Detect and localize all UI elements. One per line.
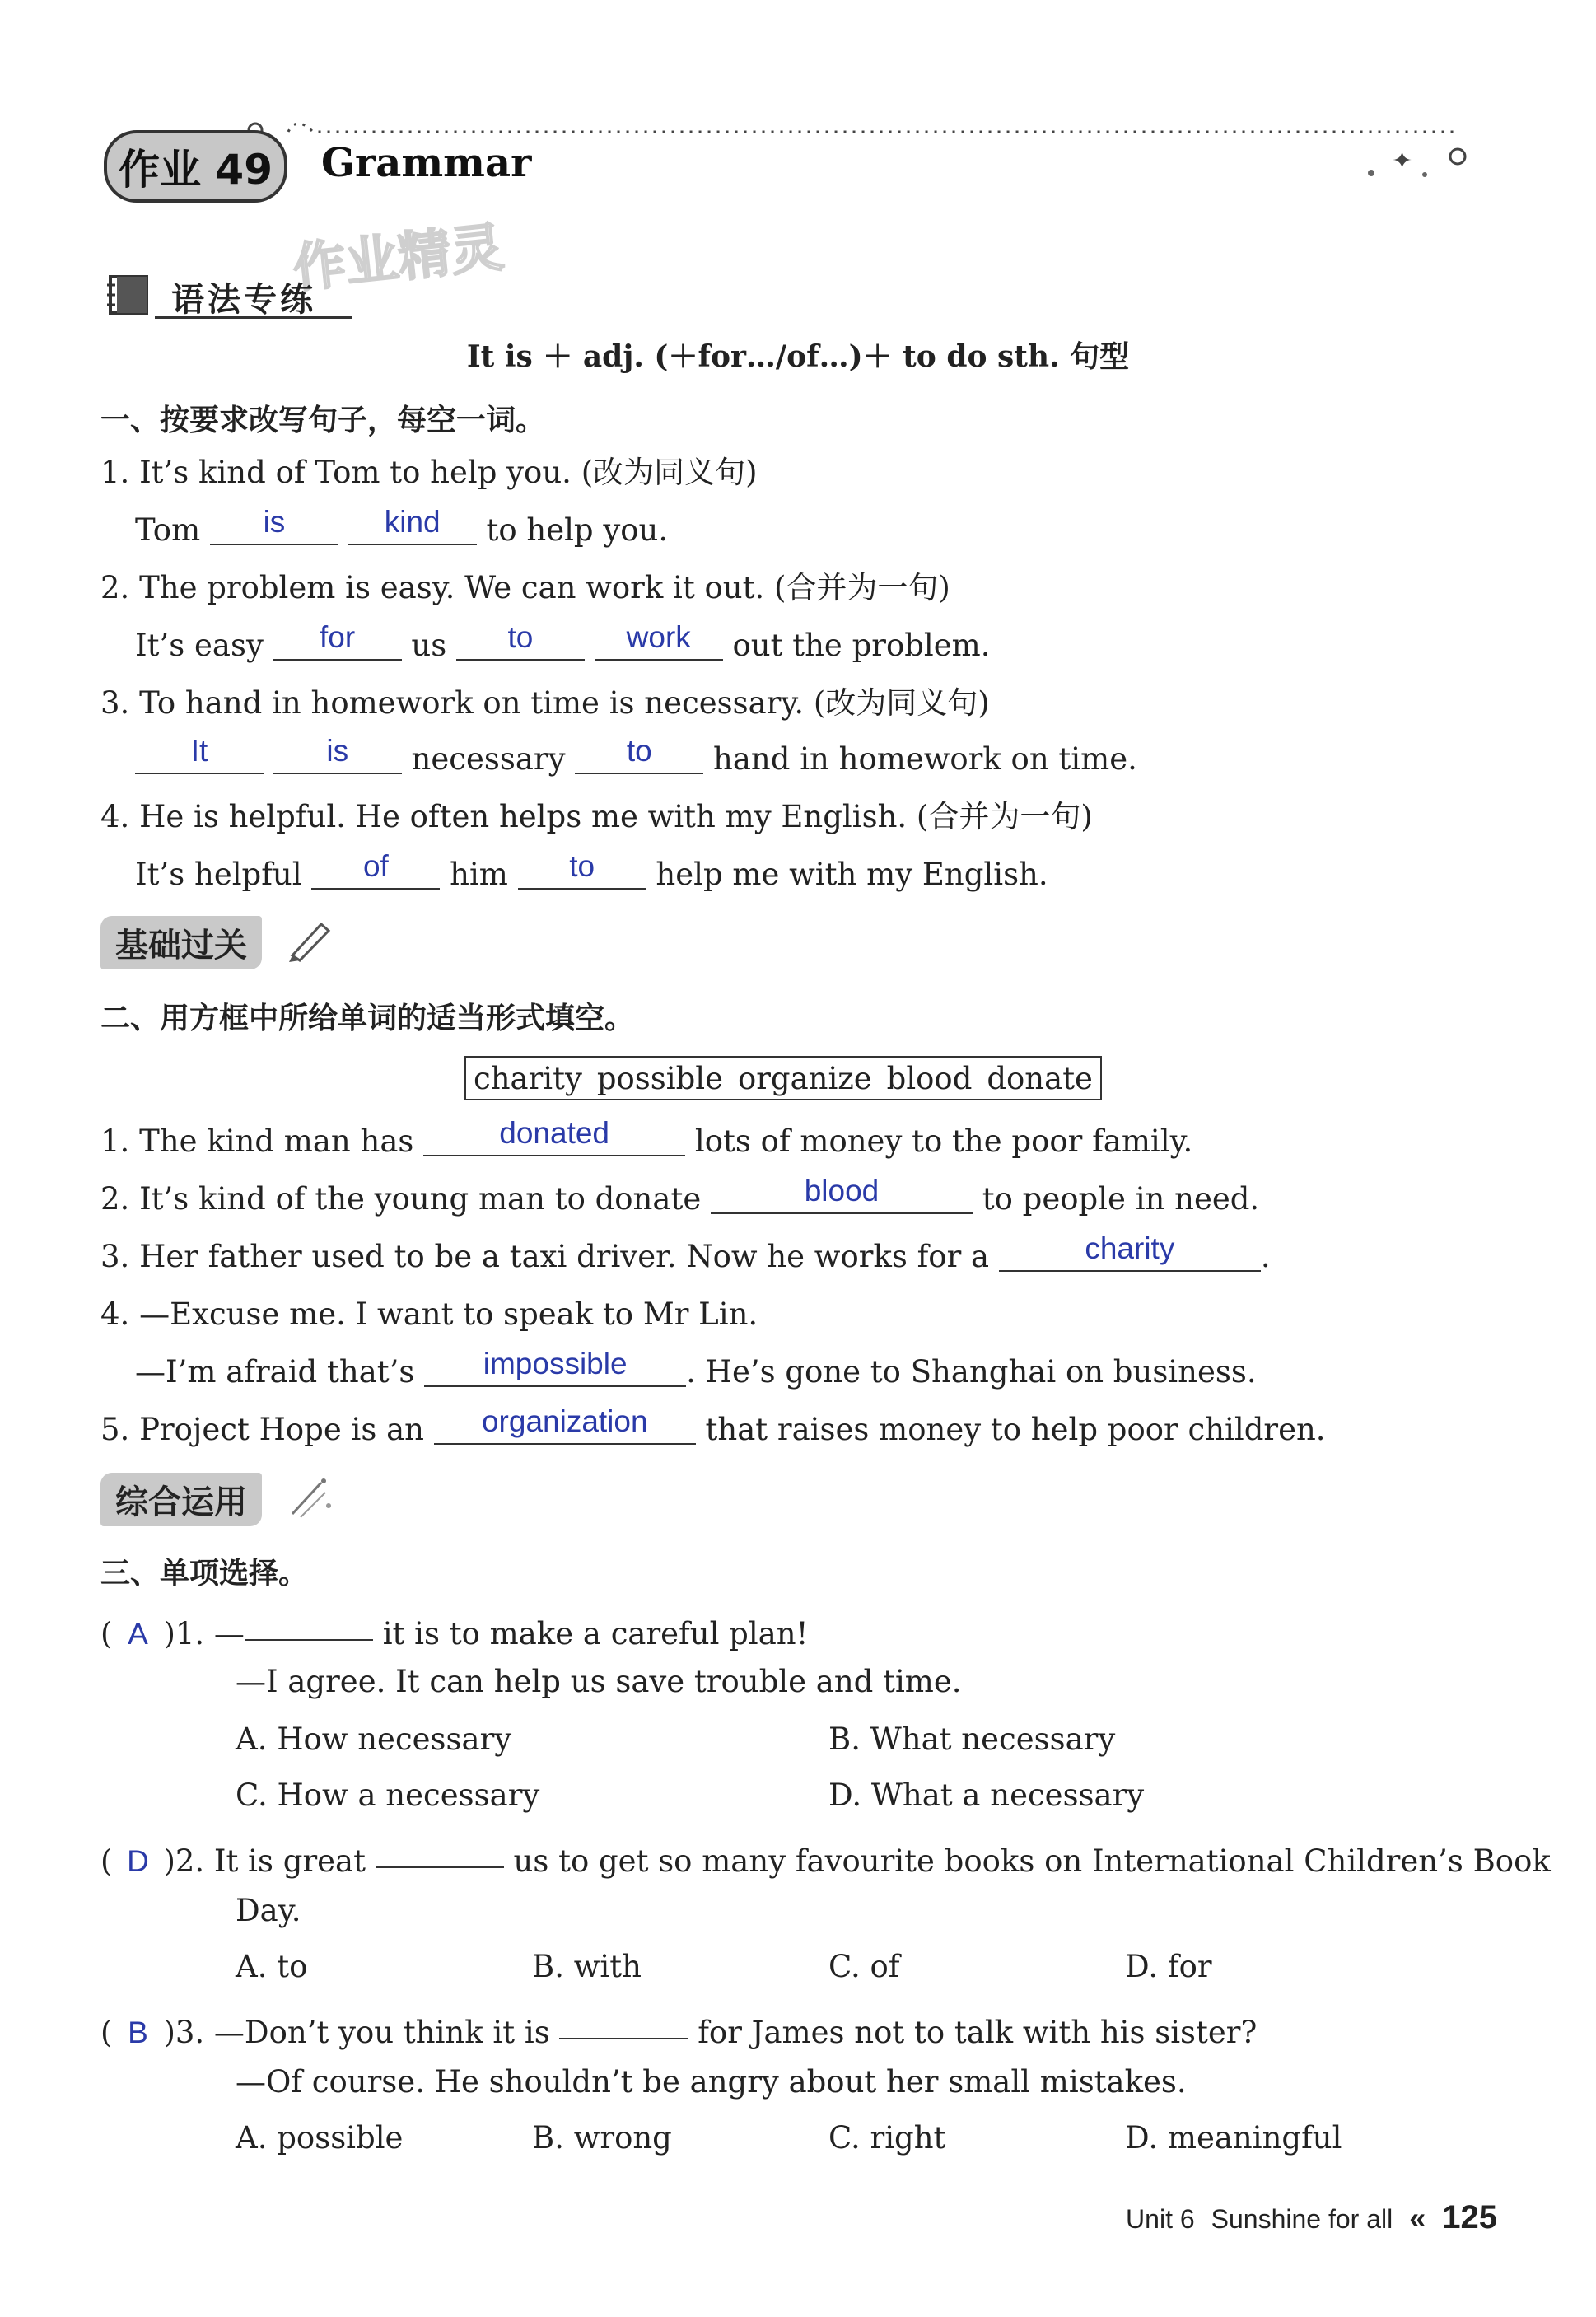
- pencil-icon: [284, 914, 334, 964]
- p3-q3-line1: ( B )3. —Don’t you think it is for James not to talk with his sister?: [100, 2005, 1257, 2053]
- p3-q2-option[interactable]: A. to: [236, 1949, 308, 1984]
- p3-q1-option[interactable]: C. How a necessary: [236, 1777, 540, 1813]
- answer: for: [320, 620, 356, 654]
- section-basic-tag: [100, 916, 262, 969]
- answer: donated: [499, 1116, 610, 1150]
- svg-text:✦: ✦: [1392, 147, 1413, 175]
- p3-q1-line2: —I agree. It can help us save trouble and time.: [236, 1664, 962, 1699]
- p3-q1-line1: ( A )1. — it is to make a careful plan!: [100, 1606, 808, 1654]
- homework-badge-label: 作业 49: [119, 146, 273, 194]
- word-box-item: donate: [987, 1060, 1093, 1096]
- p3-q2-option[interactable]: D. for: [1125, 1949, 1212, 1984]
- answer: to: [626, 734, 652, 768]
- sparkle-icon: [284, 1473, 334, 1522]
- section-underline: [155, 316, 352, 319]
- p2-q1: 1. The kind man has donated lots of money to the poor family.: [100, 1116, 1193, 1159]
- p1-q4-answer-line: It’s helpful of him to help me with my English.: [135, 849, 1048, 892]
- p2-q5: 5. Project Hope is an organization that raises money to help poor children.: [100, 1404, 1326, 1447]
- p2-q2: 2. It’s kind of the young man to donate blood to people in need.: [100, 1174, 1260, 1217]
- section-comp-label: 综合运用: [115, 1483, 247, 1521]
- blank[interactable]: [575, 736, 703, 774]
- p3-q2-option[interactable]: C. of: [828, 1949, 900, 1984]
- p3-q3-option[interactable]: B. wrong: [532, 2120, 672, 2156]
- p3-q2-line1: ( D )2. It is great us to get so many favourite books on International Children’s Book: [100, 1834, 1551, 1881]
- grammar-pattern: It is ＋ adj. (＋for…/of…)＋ to do sth. 句型: [466, 339, 1130, 374]
- watermark: 作业精灵: [290, 217, 506, 301]
- p3-q3-line2: —Of course. He shouldn’t be angry about her small mistakes.: [236, 2064, 1187, 2100]
- blank[interactable]: [210, 507, 338, 545]
- p2-q4-answer-line: —I’m afraid that’s impossible . He’s gone to Shanghai on business.: [135, 1347, 1257, 1390]
- blank[interactable]: [434, 1404, 696, 1445]
- part2-title: 二、用方框中所给单词的适当形式填空。: [100, 1002, 635, 1035]
- choice-answer[interactable]: A: [128, 1617, 148, 1651]
- blank[interactable]: [376, 1830, 504, 1868]
- blank[interactable]: [245, 1603, 373, 1641]
- p1-q3-prompt: 3. To hand in homework on time is necessary. (改为同义句): [100, 685, 990, 721]
- footer-unit-title: Sunshine for all: [1211, 2204, 1393, 2234]
- blank[interactable]: [559, 2002, 688, 2039]
- p3-q3-option[interactable]: C. right: [828, 2120, 946, 2156]
- answer: to: [569, 849, 595, 883]
- word-box: [464, 1056, 1102, 1100]
- page-footer: [1126, 2199, 1497, 2236]
- header-decoration: [99, 115, 1499, 206]
- p2-q4-prompt: 4. —Excuse me. I want to speak to Mr Lin.: [100, 1296, 758, 1332]
- p3-q2-option[interactable]: B. with: [532, 1949, 642, 1984]
- p1-q1-prompt: 1. It’s kind of Tom to help you. (改为同义句): [100, 455, 758, 490]
- double-chevron-left-icon: «: [1409, 2201, 1426, 2235]
- p3-q2-line2: Day.: [236, 1893, 301, 1928]
- blank[interactable]: [423, 1116, 685, 1156]
- p1-q2-answer-line: It’s easy for us to work out the problem.: [135, 620, 991, 663]
- page-number: 125: [1442, 2199, 1497, 2235]
- section-grammar-heading: [105, 270, 352, 320]
- word-box-item: blood: [886, 1060, 973, 1096]
- answer: organization: [481, 1404, 648, 1438]
- blank[interactable]: [595, 620, 723, 661]
- answer: is: [263, 505, 286, 539]
- p3-q3-option[interactable]: D. meaningful: [1125, 2120, 1342, 2156]
- blank[interactable]: [999, 1231, 1261, 1272]
- p2-q3: 3. Her father used to be a taxi driver. Now he works for a charity .: [100, 1231, 1271, 1274]
- footer-unit: Unit 6: [1126, 2204, 1195, 2234]
- p1-q2-prompt: 2. The problem is easy. We can work it out. (合并为一句): [100, 570, 950, 605]
- p3-q1-option[interactable]: D. What a necessary: [828, 1777, 1145, 1813]
- blank[interactable]: [348, 507, 477, 545]
- section-grammar-label: 语法专练: [171, 281, 316, 319]
- answer: impossible: [483, 1347, 628, 1380]
- p1-q3-answer-line: It is necessary to hand in homework on time.: [135, 740, 1137, 779]
- answer: is: [326, 734, 349, 768]
- word-box-item: possible: [596, 1060, 723, 1096]
- page-header: [99, 115, 1499, 206]
- section-comp-tag: [100, 1473, 262, 1526]
- homework-badge: [104, 130, 287, 203]
- blank[interactable]: [711, 1176, 973, 1214]
- p3-q3-option[interactable]: A. possible: [236, 2120, 404, 2156]
- blank[interactable]: [518, 849, 646, 890]
- blank[interactable]: [311, 849, 440, 890]
- word-box-item: charity: [473, 1060, 582, 1096]
- p1-q1-answer-line: Tom is kind to help you.: [135, 505, 669, 548]
- part3-title: 三、单项选择。: [100, 1557, 309, 1591]
- p3-q1-option[interactable]: A. How necessary: [236, 1721, 512, 1757]
- blank[interactable]: [273, 736, 402, 774]
- answer: work: [626, 620, 691, 654]
- answer: blood: [804, 1174, 880, 1208]
- answer: of: [362, 849, 389, 883]
- p1-q4-prompt: 4. He is helpful. He often helps me with my English. (合并为一句): [100, 799, 1093, 834]
- blank[interactable]: [424, 1349, 686, 1387]
- notebook-icon: [105, 270, 155, 320]
- answer: kind: [384, 505, 441, 539]
- choice-answer[interactable]: B: [128, 2016, 148, 2049]
- p3-q1-option[interactable]: B. What necessary: [828, 1721, 1116, 1757]
- blank[interactable]: [273, 620, 402, 661]
- choice-answer[interactable]: D: [127, 1844, 149, 1878]
- answer: It: [190, 734, 208, 768]
- blank[interactable]: [135, 736, 264, 774]
- blank[interactable]: [456, 620, 585, 661]
- part1-title: 一、按要求改写句子，每空一词。: [100, 404, 546, 437]
- word-box-item: organize: [737, 1060, 872, 1096]
- answer: to: [507, 620, 534, 654]
- section-basic-label: 基础过关: [115, 926, 247, 965]
- answer: charity: [1085, 1231, 1175, 1265]
- page-title: Grammar: [321, 140, 532, 186]
